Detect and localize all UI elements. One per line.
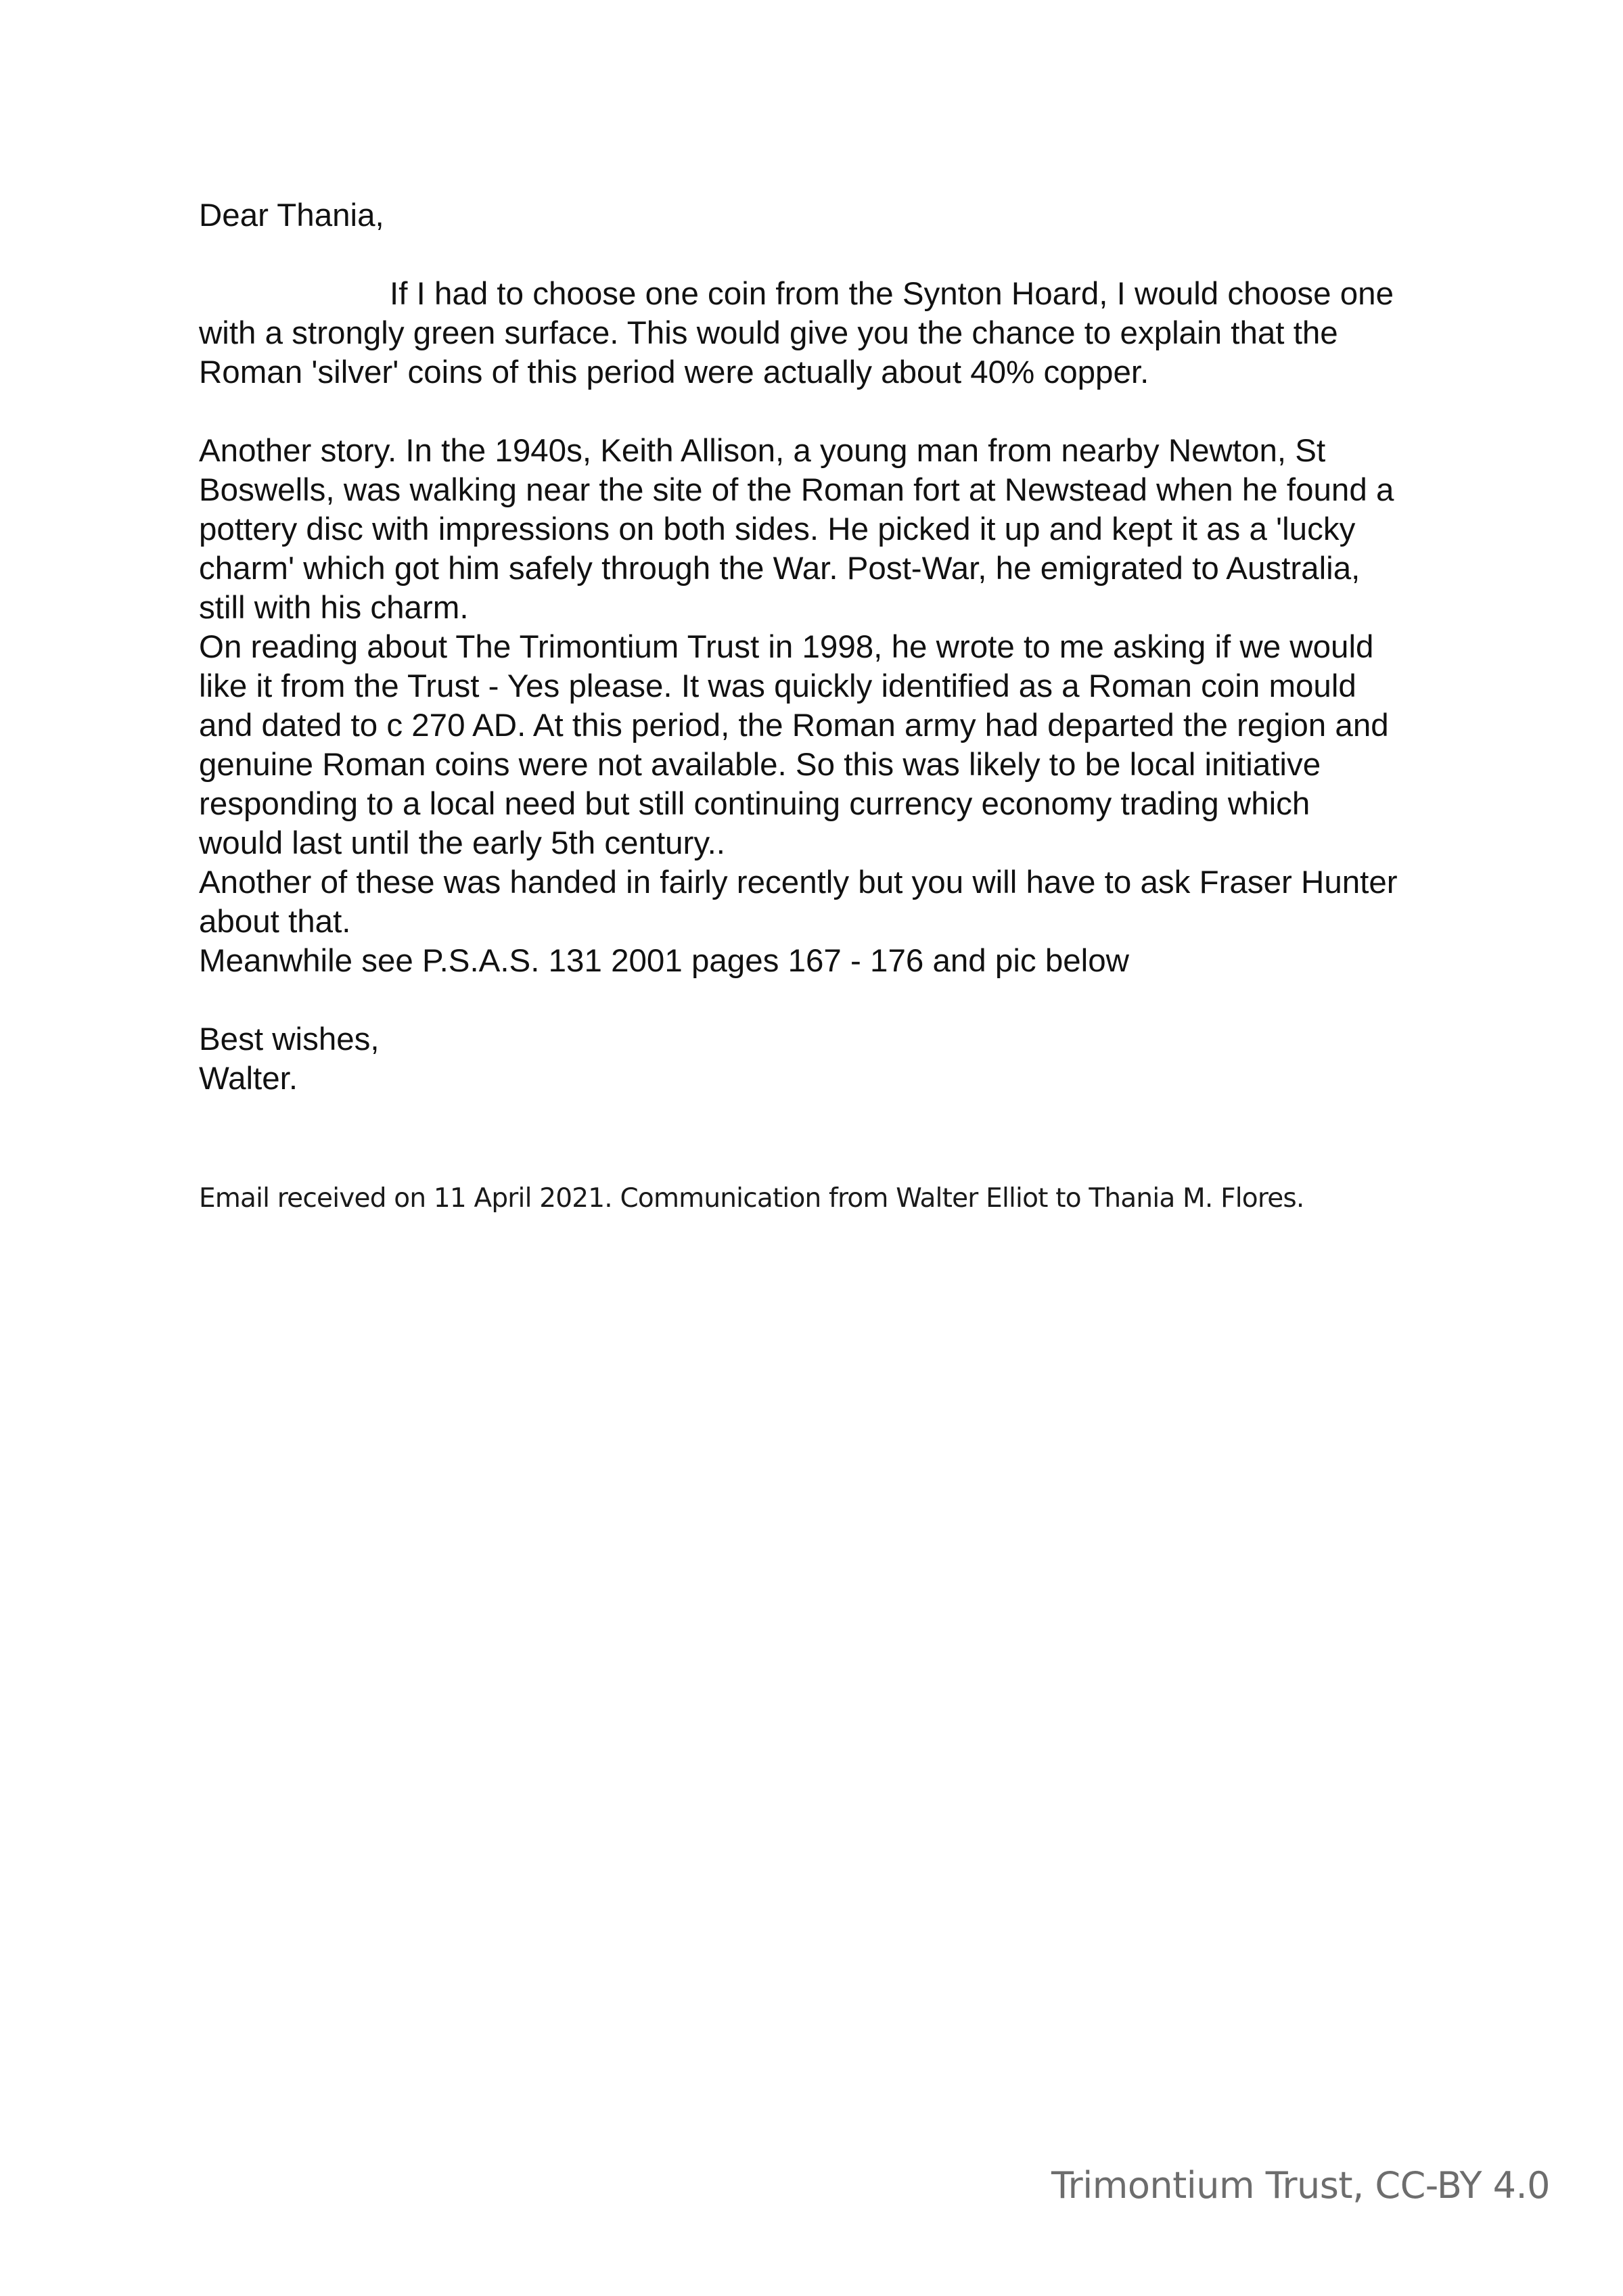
paragraph-2-line: Another of these was handed in fairly recently but you will have to ask Fraser Hunter	[199, 865, 1398, 900]
paragraph-1-line: If I had to choose one coin from the Synton Hoard, I would choose one	[390, 276, 1394, 312]
salutation: Dear Thania,	[199, 198, 384, 233]
paragraph-2	[199, 432, 1471, 981]
license-credit: Trimontium Trust, CC-BY 4.0	[1051, 2164, 1550, 2207]
paragraph-1-line: Roman 'silver' coins of this period were actually about 40% copper.	[199, 354, 1149, 390]
closing: Best wishes,	[199, 1021, 380, 1057]
paragraph-1-line: with a strongly green surface. This would give you the chance to explain that the	[199, 315, 1338, 351]
paragraph-gap	[199, 235, 1471, 275]
paragraph-2-line: Meanwhile see P.S.A.S. 131 2001 pages 167 - 176 and pic below	[199, 943, 1129, 979]
paragraph-2-line: like it from the Trust - Yes please. It was quickly identified as a Roman coin mould	[199, 668, 1356, 704]
paragraph-2-line: and dated to c 270 AD. At this period, the Roman army had departed the region and	[199, 708, 1389, 743]
paragraph-2-line: Boswells, was walking near the site of the Roman fort at Newstead when he found a	[199, 472, 1394, 508]
paragraph-gap	[199, 981, 1471, 1020]
paragraph-2-line: On reading about The Trimontium Trust in 1998, he wrote to me asking if we would	[199, 629, 1374, 665]
email-footnote: Email received on 11 April 2021. Communication from Walter Elliot to Thania M. Flores.	[199, 1183, 1304, 1214]
letter-body	[199, 196, 1471, 1099]
paragraph-2-line: genuine Roman coins were not available. So this was likely to be local initiative	[199, 747, 1321, 783]
signature: Walter.	[199, 1061, 298, 1097]
paragraph-2-line: charm' which got him safely through the War. Post-War, he emigrated to Australia,	[199, 551, 1361, 587]
paragraph-2-line: responding to a local need but still continuing currency economy trading which	[199, 786, 1310, 822]
paragraph-2-line: about that.	[199, 904, 351, 940]
paragraph-2-line: pottery disc with impressions on both sides. He picked it up and kept it as a 'lucky	[199, 511, 1356, 547]
paragraph-gap	[199, 392, 1471, 432]
paragraph-1	[199, 275, 1471, 392]
paragraph-2-line: would last until the early 5th century..	[199, 825, 725, 861]
paragraph-2-line: Another story. In the 1940s, Keith Allison, a young man from nearby Newton, St	[199, 433, 1326, 469]
paragraph-2-line: still with his charm.	[199, 590, 469, 626]
